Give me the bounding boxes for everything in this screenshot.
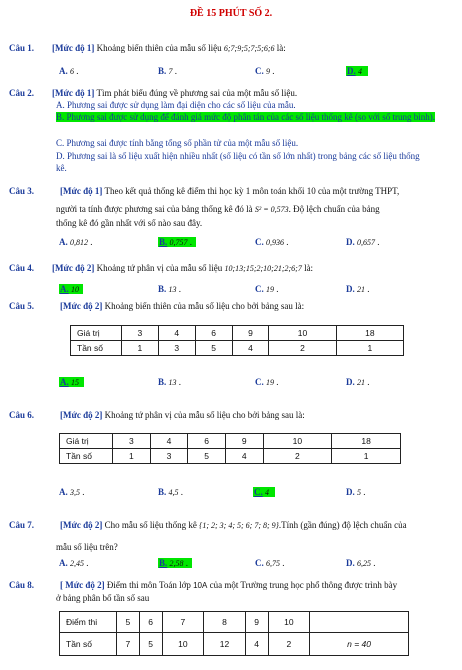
question-text-line-2: mẫu số liệu trên? (56, 542, 118, 552)
question-text (52, 87, 442, 100)
table-cell: 6 (188, 434, 226, 449)
table-cell: 6 (195, 326, 232, 341)
table-cell: Tần số (60, 633, 117, 656)
math-expression: S² = 0,573 (254, 205, 289, 214)
table-cell: 5 (139, 633, 162, 656)
difficulty-level: [Mức độ 2] (60, 301, 103, 311)
table-row (71, 341, 404, 356)
difficulty-level: [Mức độ 1] (52, 88, 95, 98)
question-number: Câu 3. (9, 186, 35, 196)
option-c[interactable]: C. 9 . (255, 66, 275, 76)
statement-a[interactable]: A. Phương sai được sử dụng làm đại diện cho các số liệu của mẫu. (56, 100, 296, 110)
option-b[interactable]: B. 7 . (158, 66, 178, 76)
question-number: Câu 1. (9, 43, 35, 53)
table-row (60, 434, 401, 449)
options-row (0, 558, 462, 570)
options-row (0, 487, 462, 499)
option-a[interactable]: A. 3,5 . (59, 487, 85, 497)
question-text (60, 519, 452, 533)
statement-d[interactable]: D. Phương sai là số liệu xuất hiện nhiều nhất (số liệu có tần số lớn nhất) trong bảng các số liệu thống kê. (56, 151, 420, 173)
table-cell: 1 (113, 449, 151, 464)
options-row (0, 66, 462, 78)
table-cell: 6 (139, 612, 162, 633)
question-tail: .Tính (gần đúng) độ lệch chuẩn của (278, 520, 407, 530)
question-text (60, 185, 442, 198)
difficulty-level: [Mức độ 2] (60, 520, 103, 530)
table-cell: 9 (225, 434, 263, 449)
difficulty-level: [ Mức độ 2] (60, 580, 105, 590)
question-text (60, 409, 442, 422)
page-title: ĐỀ 15 PHÚT SỐ 2. (189, 8, 273, 19)
option-b[interactable]: B. 4,5 . (158, 487, 184, 497)
math-expression: 10;13;15;2;10;21;2;6;7 (224, 264, 302, 273)
table-cell: Giá trị (71, 326, 122, 341)
option-d[interactable]: D. 21 . (346, 284, 370, 294)
difficulty-level: [Mức độ 1] (60, 186, 103, 196)
question-stem: Theo kết quả thống kê điểm thi học kỳ 1 môn toán khối 10 của một trường THPT, (102, 186, 400, 196)
table-cell: 4 (158, 326, 195, 341)
question-text (60, 300, 442, 313)
question-text (52, 42, 442, 56)
option-a[interactable]: A. 2,45 . (59, 558, 89, 568)
frequency-table (70, 325, 404, 356)
table-cell: 5 (195, 341, 232, 356)
option-c[interactable]: C. 19 . (255, 284, 279, 294)
table-cell: 10 (162, 633, 204, 656)
question-stem: Điểm thi môn Toán lớp (104, 580, 194, 590)
math-expression: 10A (193, 581, 208, 590)
table-cell: 1 (336, 341, 403, 356)
table-cell: 2 (263, 449, 332, 464)
frequency-table (59, 611, 409, 656)
table-cell: 8 (204, 612, 246, 633)
table-cell: 3 (150, 449, 188, 464)
option-d[interactable]: D. 0,657 . (346, 237, 380, 247)
option-c-correct[interactable]: C. 4 (253, 487, 275, 497)
question-text-line-2: ở bảng phân bố tần số sau (56, 593, 150, 603)
question-text (52, 262, 442, 276)
question-tail: là: (301, 263, 314, 273)
difficulty-level: [Mức độ 1] (52, 43, 95, 53)
option-d-correct[interactable]: D. 4 (346, 66, 368, 76)
table-cell: 2 (268, 633, 310, 656)
table-row (71, 326, 404, 341)
question-stem: Khoảng biến thiên của mẫu số liệu (94, 43, 224, 53)
math-expression: 6;7;9;5;7;5;6;6 (223, 44, 275, 53)
option-c[interactable]: C. 19 . (255, 377, 279, 387)
table-cell: 1 (332, 449, 401, 464)
option-d[interactable]: D. 6,25 . (346, 558, 376, 568)
table-cell: 10 (269, 326, 336, 341)
table-cell: 1 (122, 341, 159, 356)
frequency-table (59, 433, 401, 464)
table-cell: 4 (232, 341, 269, 356)
option-d[interactable]: D. 5 . (346, 487, 366, 497)
table-cell: Tần số (71, 341, 122, 356)
table-row (60, 612, 409, 633)
table-cell: 10 (268, 612, 310, 633)
table-cell: 5 (117, 612, 140, 633)
question-stem: Khoảng tứ phân vị của mẫu số liệu cho bởi bảng sau là: (102, 410, 305, 420)
options-row (0, 284, 462, 296)
question-tail: là: (274, 43, 286, 53)
options-row (0, 377, 462, 389)
question-stem: Khoảng biến thiên của mẫu số liệu cho bởi bảng sau là: (102, 301, 305, 311)
table-cell: 9 (245, 612, 268, 633)
statement-c[interactable]: C. Phương sai được tính bằng tổng số phần tử của một mẫu số liệu. (56, 138, 299, 148)
option-b[interactable]: B. 13 . (158, 377, 182, 387)
table-cell: 3 (158, 341, 195, 356)
question-number: Câu 2. (9, 88, 35, 98)
question-number: Câu 4. (9, 263, 35, 273)
option-a-correct[interactable]: A. 15 (59, 377, 84, 387)
question-text (60, 579, 452, 593)
question-tail: của một Trường trung học phổ thông được trình bày (207, 580, 398, 590)
difficulty-level: [Mức độ 2] (60, 410, 103, 420)
question-text-line-2: người ta tính được phương sai của bảng thống kê đó là S² = 0,573. Độ lệch chuẩn của bảng (56, 204, 380, 214)
table-cell: 18 (332, 434, 401, 449)
table-cell: 18 (336, 326, 403, 341)
table-cell: 3 (113, 434, 151, 449)
table-cell: Tần số (60, 449, 113, 464)
option-a-correct[interactable]: A. 10 (59, 284, 83, 294)
table-cell: 4 (245, 633, 268, 656)
option-b-correct[interactable]: B. 0,757 . (158, 237, 196, 247)
table-cell: 4 (225, 449, 263, 464)
option-b[interactable]: B. 13 . (158, 284, 182, 294)
difficulty-level: [Mức độ 2] (52, 263, 95, 273)
option-c[interactable]: C. 6,75 . (255, 558, 285, 568)
option-b-correct[interactable]: B. 2,58 . (158, 558, 192, 568)
table-cell: 10 (263, 434, 332, 449)
table-cell: 2 (269, 341, 336, 356)
question-text-line-3: thống kê đó gần nhất với số nào sau đây. (56, 218, 203, 228)
option-a[interactable]: A. 6 . (59, 66, 79, 76)
table-cell: 3 (122, 326, 159, 341)
question-stem: Cho mẫu số liệu thống kê (102, 520, 200, 530)
table-row (60, 633, 409, 656)
options-row (0, 237, 462, 249)
question-number: Câu 6. (9, 410, 35, 420)
table-cell (310, 612, 409, 633)
option-d[interactable]: D. 21 . (346, 377, 370, 387)
table-row (60, 449, 401, 464)
math-expression: {1; 2; 3; 4; 5; 6; 7; 8; 9} (199, 521, 279, 530)
question-number: Câu 7. (9, 520, 35, 530)
question-number: Câu 5. (9, 301, 35, 311)
table-cell: 4 (150, 434, 188, 449)
statement-b-correct[interactable]: B. Phương sai được sử dụng để đánh giá mức độ phân tán của các số liệu thống kê (so với số trung bình). (56, 112, 435, 122)
question-stem: Khoảng tứ phân vị của mẫu số liệu (94, 263, 225, 273)
table-cell: 5 (188, 449, 226, 464)
table-cell: Điểm thi (60, 612, 117, 633)
table-cell: 9 (232, 326, 269, 341)
question-number: Câu 8. (9, 580, 35, 590)
option-c[interactable]: C. 0,936 . (255, 237, 289, 247)
table-cell: 7 (162, 612, 204, 633)
option-a[interactable]: A. 0,812 . (59, 237, 93, 247)
question-stem: Tìm phát biểu đúng về phương sai của một mẫu số liệu. (94, 88, 298, 98)
table-cell-total: n = 40 (310, 633, 409, 656)
table-cell: 7 (117, 633, 140, 656)
table-cell: 12 (204, 633, 246, 656)
table-cell: Giá trị (60, 434, 113, 449)
